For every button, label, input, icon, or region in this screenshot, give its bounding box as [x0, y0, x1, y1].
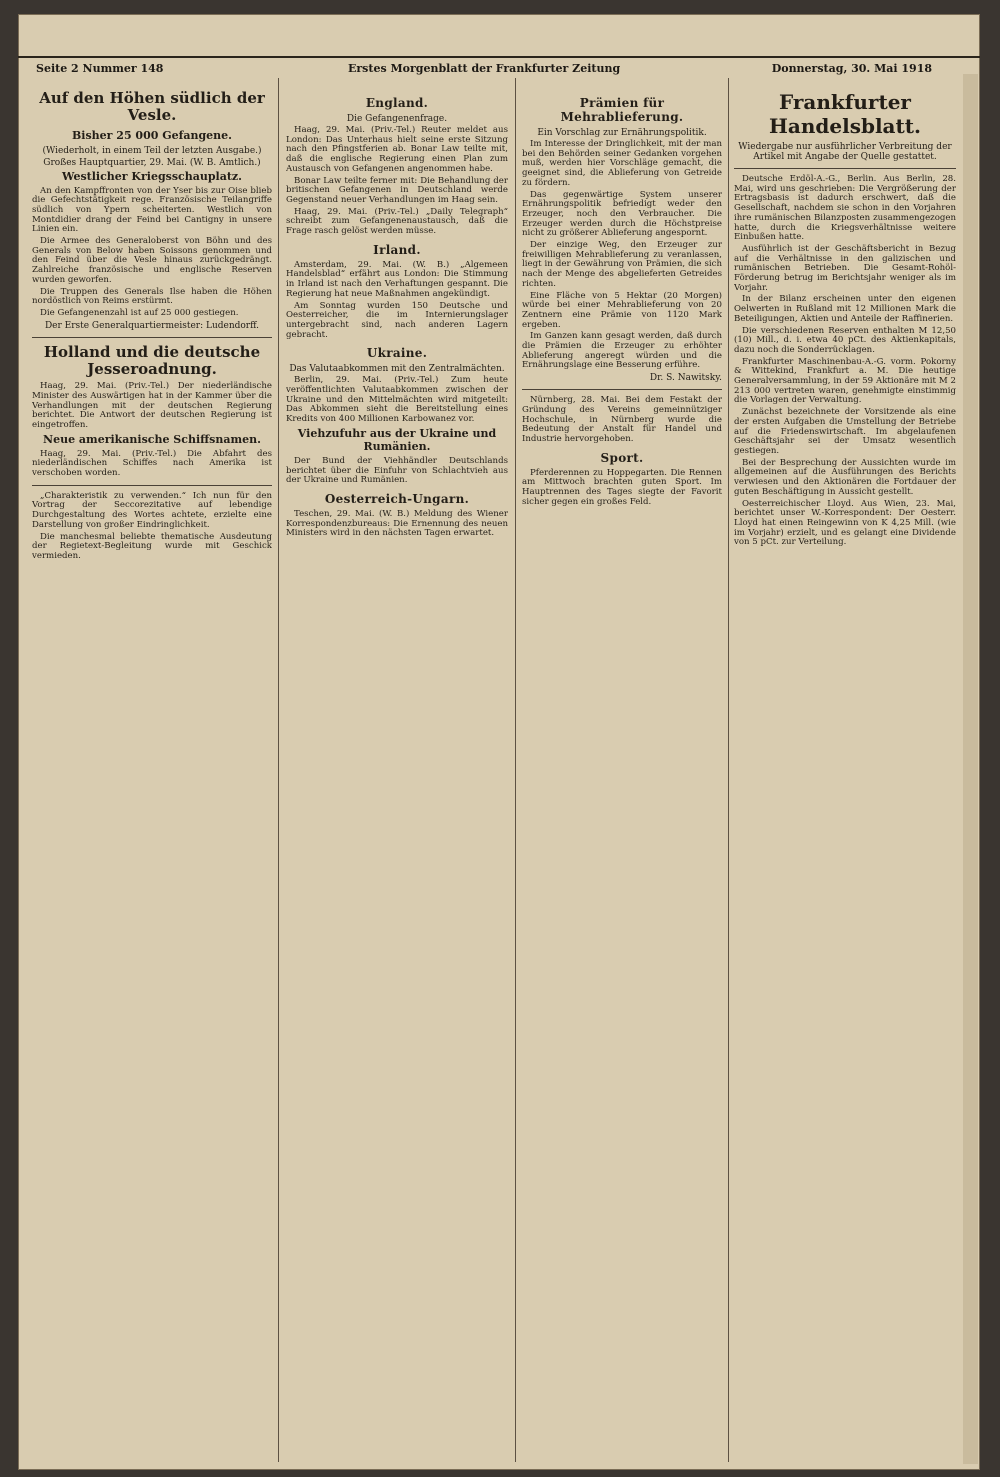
paragraph: Eine Fläche von 5 Hektar (20 Morgen) würde bei einer Mehrablieferung von 20 Zentnern eine Prämie von 1120 Mark ergeben.	[522, 290, 722, 330]
headline: Holland und die deutsche Jesseroadnung.	[43, 342, 261, 378]
column-2	[286, 90, 508, 1462]
paragraph: Haag, 29. Mai. (Priv.-Tel.) Die Abfahrt des niederländischen Schiffes nach Amerika ist verschoben worden.	[32, 448, 272, 479]
section-heading: Prämien für Mehrablieferung.	[560, 96, 684, 124]
paper-title: Erstes Morgenblatt der Frankfurter Zeitung	[348, 62, 621, 75]
paragraph: Zunächst bezeichnete der Vorsitzende als eine der ersten Aufgaben die Umstellung der Betriebe auf die Friedenswirtschaft. Im abgelaufenen Geschäftsjahr sei der Umsatz wesentlich gestiegen.	[734, 407, 956, 456]
column-3	[522, 90, 722, 1462]
paragraph: Haag, 29. Mai. (Priv.-Tel.) „Daily Telegraph“ schreibt zum Gefangenenaustausch, daß die Frage rasch gelöst werden müsse.	[286, 206, 508, 237]
paragraph: Ausführlich ist der Geschäftsbericht in Bezug auf die Verhältnisse in den galizischen und rumänischen Betrieben. Die Gesamt-Rohöl-Förderung betrug im Berichtsjahr weniger als im Vorjahr.	[734, 243, 956, 293]
paragraph: Deutsche Erdöl-A.-G., Berlin. Aus Berlin, 28. Mai, wird uns geschrieben: Die Vergrößerung der Ertragsbasis ist dadurch erschwert, daß die Gesellschaft, nachdem sie schon in den Vorjahren ihre rumänischen Bilanzposten zusammengezogen hatte, durch die Kriegsverhältnisse weitere Einbußen hatte.	[734, 174, 956, 243]
paragraph: Teschen, 29. Mai. (W. B.) Meldung des Wiener Korrespondenzbureaus: Die Ernennung des neuen Ministers wird in den nächsten Tagen erwartet.	[286, 508, 508, 539]
paragraph: In der Bilanz erscheinen unter den eigenen Oelwerten in Rußland mit 12 Millionen Mark die Beteiligungen, Aktien und Anteile der Raffinerien.	[734, 294, 956, 324]
section-heading: Oesterreich-Ungarn.	[324, 491, 470, 506]
signature: Dr. S. Nawitsky.	[649, 373, 722, 384]
paragraph: Frankfurter Maschinenbau-A.-G. vorm. Pokorny & Wittekind, Frankfurt a. M. Die heutige Generalversammlung, in der 59 Aktionäre mit M 2 213 000 vertreten waren, genehmigte einstimmig die Vorlagen der Verwaltung.	[734, 356, 956, 406]
paragraph: Bonar Law teilte ferner mit: Die Behandlung der britischen Gefangenen in Deutschland werde Gegenstand neuer Verhandlungen im Haag sein.	[286, 175, 508, 205]
headline: Auf den Höhen südlich der Vesle.	[39, 90, 265, 125]
column-rule	[278, 78, 279, 1462]
column-4	[734, 90, 956, 1462]
paragraph: Der Bund der Viehhändler Deutschlands berichtet über die Einfuhr von Schlachtvieh aus der Ukraine und Rumänien.	[286, 455, 508, 486]
issue-date: Donnerstag, 30. Mai 1918	[771, 62, 932, 75]
subheading: Die Gefangenenfrage.	[346, 114, 448, 124]
feuilleton-paragraph: Die manchesmal beliebte thematische Ausdeutung der Regietext-Begleitung wurde mit Geschick vermieden.	[32, 531, 272, 561]
masthead-bar	[18, 14, 980, 58]
dateline: Großes Hauptquartier, 29. Mai. (W. B. Amtlich.)	[43, 157, 261, 168]
subheading: Ein Vorschlag zur Ernährungspolitik.	[537, 128, 707, 138]
paragraph: Am Sonntag wurden 150 Deutsche und Oesterreicher, die im Internierungslager untergebracht sind, nach anderen Lagern gebracht.	[286, 300, 508, 340]
subheading: Das Valutaabkommen mit den Zentralmächten.	[289, 364, 505, 375]
feuilleton-paragraph: „Charakteristik zu verwenden.“ Ich nun für den Vortrag der Seccorezitative auf lebendige Durchgestaltung des Wortes achtete, erzielte eine Darstellung von großer Eindringlichkeit.	[32, 490, 272, 530]
paragraph: Bei der Besprechung der Aussichten wurde im allgemeinen auf die Ausführungen des Berichts verwiesen und den Aktionären die Fortdauer der guten Beschäftigung in Aussicht gestellt.	[734, 457, 956, 497]
subheading: Viehzufuhr aus der Ukraine und Rumänien.	[297, 426, 497, 453]
section-masthead: Frankfurter Handelsblatt.	[769, 90, 921, 138]
paragraph: Amsterdam, 29. Mai. (W. B.) „Algemeen Handelsblad“ erfährt aus London: Die Stimmung in Irland ist nach den Verhaftungen gespannt. Die Regierung hat neue Maßnahmen angekündigt.	[286, 259, 508, 299]
paragraph: Pferderennen zu Hoppegarten. Die Rennen am Mittwoch brachten guten Sport. Im Hauptrennen des Tages siegte der Favorit sicher gegen ein großes Feld.	[522, 467, 722, 507]
note: Wiedergabe nur ausführlicher Verbreitung der Artikel mit Angabe der Quelle gestattet.	[738, 142, 952, 162]
paragraph: Die Armee des Generaloberst von Böhn und des Generals von Below haben Soissons genommen und den Feind über die Vesle hinaus zurückgedrängt. Zahlreiche französische und englische Reserven wurden geworfen.	[32, 236, 272, 285]
paragraph: Die Truppen des Generals Ilse haben die Höhen nordöstlich von Reims erstürmt.	[32, 286, 272, 307]
paragraph: Die Gefangenenzahl ist auf 25 000 gestiegen.	[40, 307, 239, 318]
paragraph: An den Kampffronten von der Yser bis zur Oise blieb die Gefechtstätigkeit rege. Französische Teilangriffe südlich von Ypern scheiterten. Westlich von Montdidier drang der Feind bei Cantigny in unsere Linien ein.	[32, 185, 272, 235]
page-number: Seite 2 Nummer 148	[36, 62, 164, 75]
section-heading: Westlicher Kriegsschauplatz.	[62, 169, 242, 183]
divider	[522, 389, 722, 390]
adjacent-page-edge	[963, 74, 978, 1464]
paragraph: Oesterreichischer Lloyd. Aus Wien, 23. Mai, berichtet unser W.-Korrespondent: Der Oesterr. Lloyd hat einen Reingewinn von K 4,25 Mill. (wie im Vorjahr) erzielt, und es gelangt eine Dividende von 5 pCt. zur Verteilung.	[734, 498, 956, 548]
section-heading: Ukraine.	[366, 346, 428, 361]
subheadline: Bisher 25 000 Gefangene.	[72, 128, 232, 142]
paragraph: Berlin, 29. Mai. (Priv.-Tel.) Zum heute veröffentlichten Valutaabkommen zwischen der Ukraine und den Mittelmächten wird mitgeteilt: Das Abkommen sieht die Bereitstellung eines Kredits von 400 Millionen Karbowanez vor.	[286, 375, 508, 425]
section-heading: England.	[365, 96, 429, 110]
section-heading: Neue amerikanische Schiffsnamen.	[43, 432, 261, 446]
section-heading: Sport.	[600, 450, 644, 465]
note: (Wiederholt, in einem Teil der letzten Ausgabe.)	[42, 145, 262, 156]
divider	[32, 485, 272, 486]
paragraph: Die verschiedenen Reserven enthalten M 12,50 (10) Mill., d. i. etwa 40 pCt. des Aktienkapitals, dazu noch die Sonderrücklagen.	[734, 325, 956, 355]
paragraph: Haag, 29. Mai. (Priv.-Tel.) Reuter meldet aus London: Das Unterhaus hielt seine erste Sitzung nach den Pfingstferien ab. Bonar Law teilte mit, daß die englische Regierung einen Plan zum Austausch von Gefangenen angenommen habe.	[286, 125, 508, 174]
signature: Der Erste Generalquartiermeister: Ludendorff.	[44, 320, 260, 331]
divider	[734, 168, 956, 169]
paragraph: Im Ganzen kann gesagt werden, daß durch die Prämien die Erzeuger zu erhöhter Ablieferung angeregt würden und die Ernährungslage eine Besserung erführe.	[522, 331, 722, 371]
paragraph: Nürnberg, 28. Mai. Bei dem Festakt der Gründung des Vereins gemeinnütziger Hochschule, in Nürnberg wurde die Bedeutung der Anstalt für Handel und Industrie hervorgehoben.	[522, 395, 722, 444]
paragraph: Das gegenwärtige System unserer Ernährungspolitik befriedigt weder den Erzeuger, noch den Verbraucher. Die Erzeuger werden durch die Höchstpreise nicht zu größerer Ablieferung angespornt.	[522, 189, 722, 239]
divider	[32, 337, 272, 338]
paragraph: Haag, 29. Mai. (Priv.-Tel.) Der niederländische Minister des Auswärtigen hat in der Kammer über die Verhandlungen mit der deutschen Regierung berichtet. Die Antwort der deutschen Regierung ist eingetroffen.	[32, 381, 272, 430]
paragraph: Im Interesse der Dringlichkeit, mit der man bei den Behörden seiner Gedanken vorgehen muß, werden hier Vorschläge gemacht, die geeignet sind, die Ablieferung von Getreide zu fördern.	[522, 139, 722, 188]
column-rule	[515, 78, 516, 1462]
section-heading: Irland.	[373, 242, 421, 257]
column-rule	[728, 78, 729, 1462]
paragraph: Der einzige Weg, den Erzeuger zur freiwilligen Mehrablieferung zu veranlassen, liegt in der Gewährung von Prämien, die sich nach der Menge des abgelieferten Getreides richten.	[522, 240, 722, 289]
newspaper-page	[18, 14, 980, 1470]
column-1	[32, 90, 272, 1462]
